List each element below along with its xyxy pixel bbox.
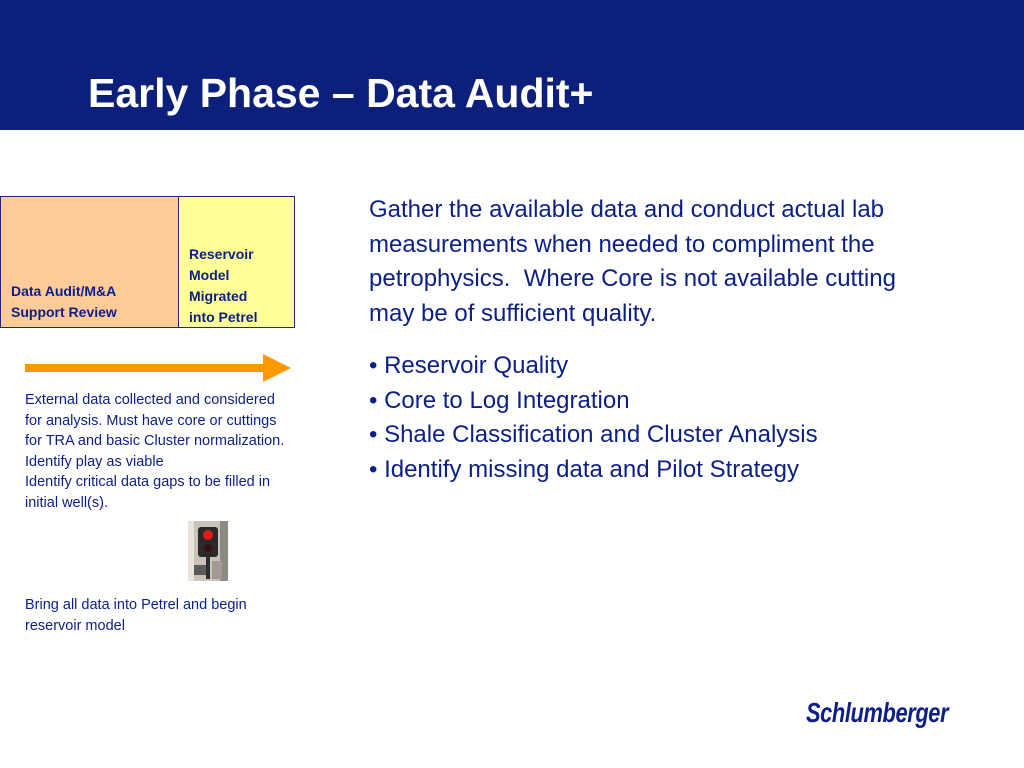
- arrow-right-icon: [25, 354, 291, 382]
- body-content: [369, 193, 929, 487]
- bullet-item: • Core to Log Integration: [369, 386, 630, 414]
- schlumberger-logo: Schlumberger: [806, 697, 949, 728]
- bullet-item: • Shale Classification and Cluster Analysis: [369, 421, 818, 448]
- external-data-note: External data collected and considered for analysis. Must have core or cuttings for TRA and basic Cluster normalization. Identify play as viable Identify critical data gaps to be filled in initial well(s).: [25, 392, 285, 511]
- traffic-light-icon: [188, 521, 228, 581]
- petrel-note: Bring all data into Petrel and begin reservoir model: [25, 597, 247, 634]
- bullet-item: • Identify missing data and Pilot Strategy: [369, 455, 799, 483]
- body-paragraph: Gather the available data and conduct actual lab measurements when needed to compliment the petrophysics. Where Core is not available cutting may be of sufficient quality.: [369, 196, 903, 327]
- bullet-list: [369, 349, 929, 487]
- reservoir-model-label: Reservoir Model Migrated into Petrel: [189, 246, 258, 325]
- slide-title: Early Phase – Data Audit+: [88, 70, 594, 116]
- reservoir-model-box: [178, 196, 295, 328]
- data-audit-label: Data Audit/M&A Support Review: [11, 283, 117, 320]
- data-audit-box: [0, 196, 178, 328]
- bullet-item: • Reservoir Quality: [369, 352, 569, 379]
